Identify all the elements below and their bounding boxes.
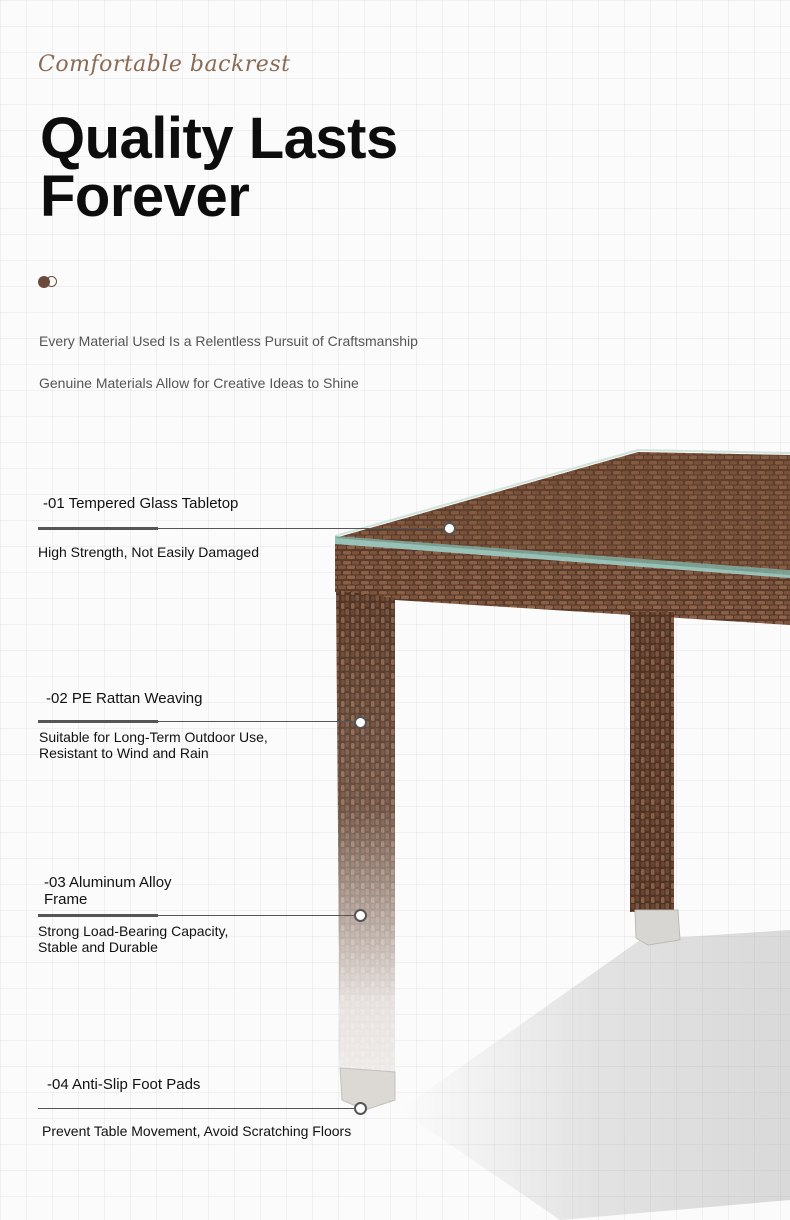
headline bbox=[40, 106, 398, 229]
feature-02-rule-accent bbox=[38, 720, 158, 723]
feature-03-title-line1: -03 Aluminum Alloy bbox=[44, 874, 172, 891]
feature-01-title: -01 Tempered Glass Tabletop bbox=[43, 495, 239, 512]
decorative-dots bbox=[38, 275, 60, 289]
feature-03-title bbox=[44, 874, 172, 908]
feature-01-pin-icon bbox=[443, 522, 456, 535]
feature-03-pin-icon bbox=[354, 909, 367, 922]
feature-02-pin-icon bbox=[354, 716, 367, 729]
headline-line1: Quality Lasts bbox=[40, 106, 398, 171]
feature-03-desc-line2: Stable and Durable bbox=[38, 939, 158, 955]
feature-03-title-line2: Frame bbox=[44, 891, 88, 908]
feature-02-desc-line1: Suitable for Long-Term Outdoor Use, bbox=[39, 729, 268, 745]
front-foot-pad bbox=[340, 1068, 395, 1110]
feature-02-title: -02 PE Rattan Weaving bbox=[46, 690, 203, 707]
back-foot-pad bbox=[635, 910, 680, 945]
feature-02-desc bbox=[39, 729, 268, 761]
feature-01-rule-accent bbox=[38, 527, 158, 530]
feature-03-rule-accent bbox=[38, 914, 158, 917]
feature-04-pin-icon bbox=[354, 1102, 367, 1115]
feature-03-desc bbox=[38, 923, 228, 955]
subline-1: Every Material Used Is a Relentless Pursuit of Craftsmanship bbox=[39, 333, 418, 349]
script-tagline: Comfortable backrest bbox=[38, 52, 291, 77]
feature-01-desc: High Strength, Not Easily Damaged bbox=[38, 544, 259, 560]
floor-shadow bbox=[400, 930, 790, 1220]
feature-03-desc-line1: Strong Load-Bearing Capacity, bbox=[38, 923, 229, 939]
feature-04-desc: Prevent Table Movement, Avoid Scratching Floors bbox=[42, 1123, 352, 1139]
feature-04-rule bbox=[38, 1108, 356, 1109]
back-leg bbox=[630, 612, 674, 912]
headline-line2: Forever bbox=[40, 164, 250, 229]
feature-04-title: -04 Anti-Slip Foot Pads bbox=[47, 1076, 201, 1093]
filled-dot-icon bbox=[38, 276, 50, 288]
feature-02-desc-line2: Resistant to Wind and Rain bbox=[39, 745, 209, 761]
subline-2: Genuine Materials Allow for Creative Ideas to Shine bbox=[39, 375, 359, 391]
